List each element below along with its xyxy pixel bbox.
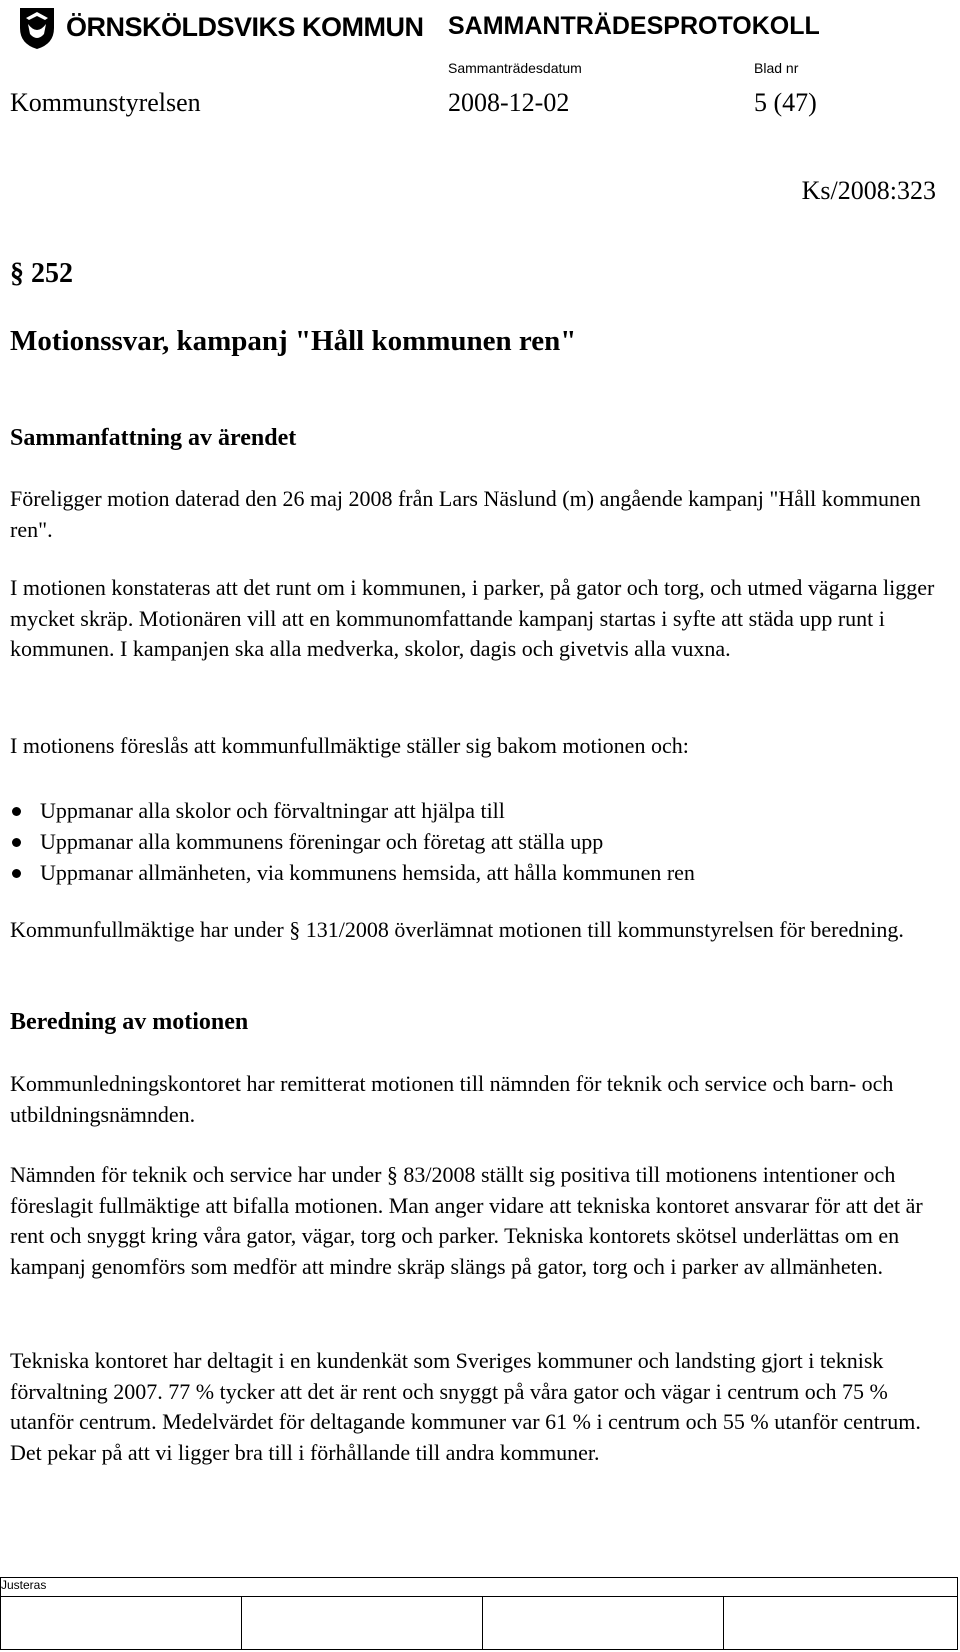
paragraph-motion-date: Föreligger motion daterad den 26 maj 2008 från Lars Näslund (m) angående kampanj "Håll kommunen ren".	[10, 486, 921, 542]
signature-field[interactable]	[483, 1597, 724, 1650]
paragraph-remittance: Kommunledningskontoret har remitterat motionen till nämnden för teknik och service och barn- och utbildningsnämnden.	[10, 1071, 894, 1127]
bullet-icon	[12, 869, 21, 878]
list-item: Uppmanar alla skolor och förvaltningar att hjälpa till	[10, 795, 940, 826]
document-type: SAMMANTRÄDESPROTOKOLL	[448, 12, 820, 40]
section-heading-summary: Sammanfattning av ärendet	[10, 425, 297, 451]
signature-label: Justeras	[1, 1578, 958, 1597]
signature-field[interactable]	[242, 1597, 483, 1650]
signature-table	[0, 1577, 958, 1650]
proposal-list	[10, 795, 940, 888]
signature-field[interactable]	[724, 1597, 958, 1650]
meeting-date: 2008-12-02	[448, 88, 570, 117]
body-name: Kommunstyrelsen	[10, 88, 201, 117]
list-item: Uppmanar allmänheten, via kommunens hemsida, att hålla kommunen ren	[10, 857, 940, 888]
paragraph-referral: Kommunfullmäktige har under § 131/2008 överlämnat motionen till kommunstyrelsen för beredning.	[10, 917, 904, 942]
paragraph-motion-content: I motionen konstateras att det runt om i kommunen, i parker, på gator och torg, och utmed vägarna ligger mycket skräp. Motionären vill att en kommunomfattande kampanj startas i syfte att städa upp runt i kommunen. I kampanjen ska alla medverka, skolor, dagis och givetvis alla vuxna.	[10, 575, 935, 661]
list-item: Uppmanar alla kommunens föreningar och företag att ställa upp	[10, 826, 940, 857]
bullet-icon	[12, 807, 21, 816]
page-title: Motionssvar, kampanj "Håll kommunen ren"	[10, 325, 577, 357]
paragraph-survey: Tekniska kontoret har deltagit i en kundenkät som Sveriges kommuner och landsting gjort i teknisk förvaltning 2007. 77 % tycker att det är rent och snyggt på våra gator och vägar i centrum och 75 % utanför centrum. Medelvärdet för deltagande kommuner var 61 % i centrum och 55 % utanför centrum. Det pekar på att vi ligger bra till i förhållande till andra kommuner.	[10, 1348, 921, 1465]
case-number: Ks/2008:323	[801, 176, 936, 205]
municipal-crest-icon	[18, 6, 56, 50]
signature-field[interactable]	[1, 1597, 242, 1650]
bullet-icon	[12, 838, 21, 847]
municipality-name: ÖRNSKÖLDSVIKS KOMMUN	[66, 12, 424, 42]
page-label: Blad nr	[754, 60, 799, 76]
paragraph-technical-board: Nämnden för teknik och service har under § 83/2008 ställt sig positiva till motionens intentioner och föreslagit fullmäktige att bifalla motionen. Man anger vidare att tekniska kontoret ansvarar för att det är rent och snyggt kring våra gator, vägar, torg och parker. Tekniska kontorets skötsel underlättas om en kampanj genomförs som medför att mindre skräp slängs på gator, torg och i parker av allmänheten.	[10, 1162, 923, 1279]
section-heading-preparation: Beredning av motionen	[10, 1009, 249, 1035]
paragraph-number: § 252	[10, 258, 73, 289]
date-label: Sammanträdesdatum	[448, 60, 582, 76]
page-number: 5 (47)	[754, 88, 817, 117]
paragraph-proposal-intro: I motionens föreslås att kommunfullmäktige ställer sig bakom motionen och:	[10, 733, 689, 758]
